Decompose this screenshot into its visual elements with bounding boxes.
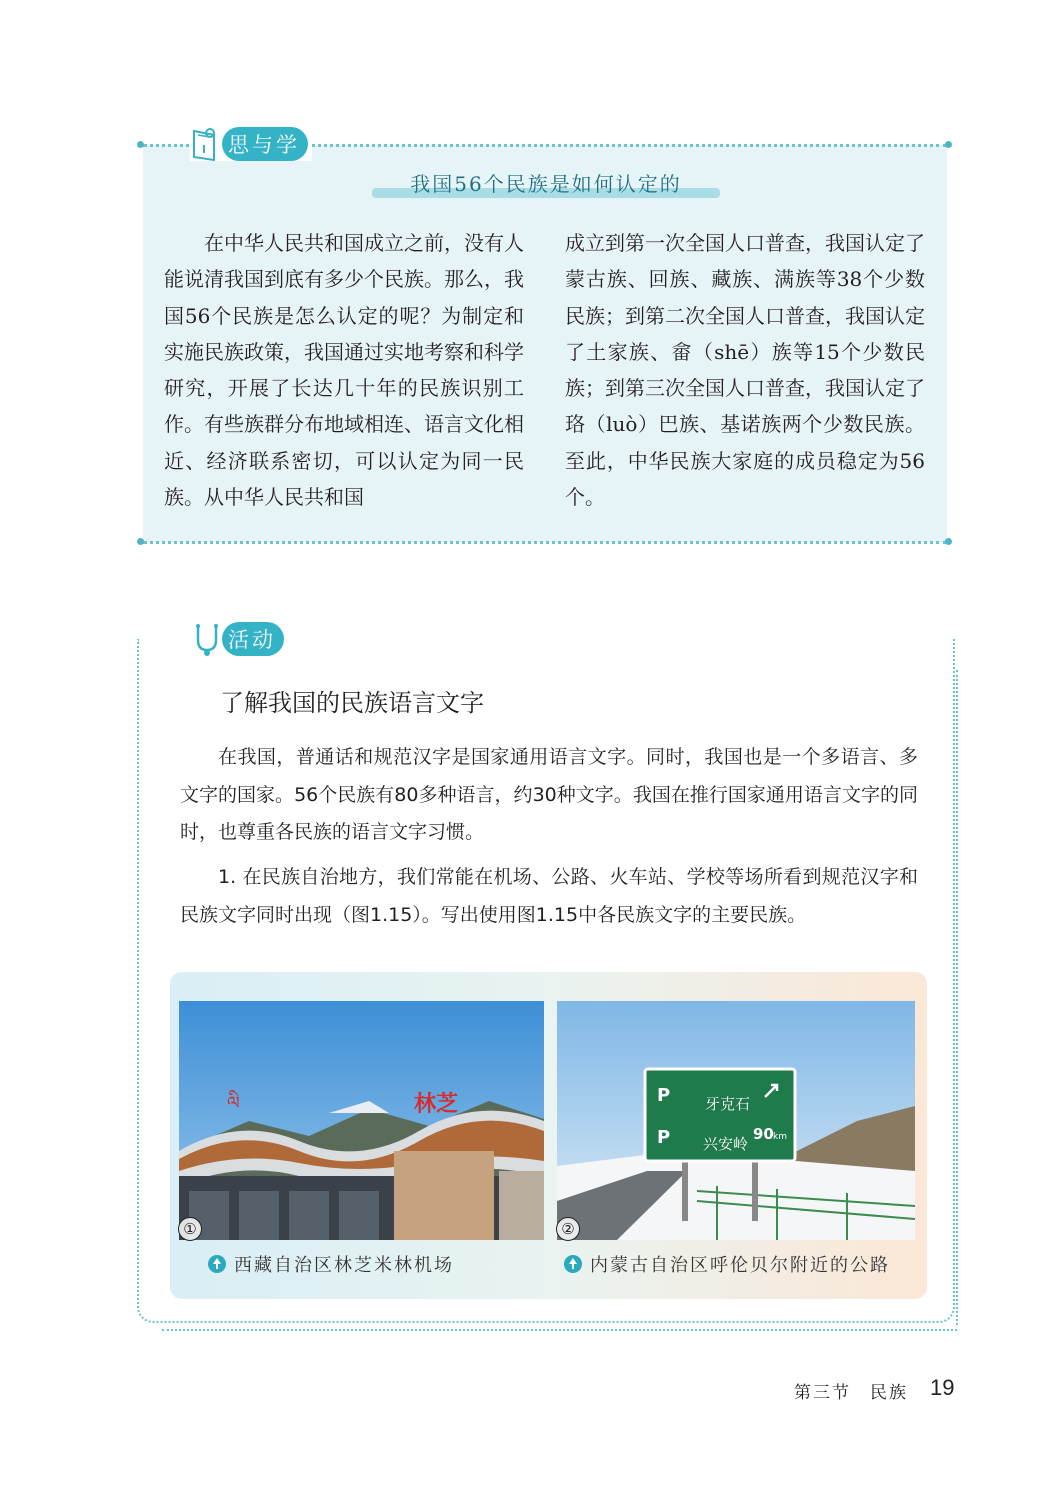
page-number: 19 — [930, 1375, 955, 1400]
activity-paragraph-1 — [180, 739, 918, 852]
figure-number-1: ① — [178, 1217, 202, 1241]
sign-parking-1: P — [657, 1085, 671, 1106]
think-learn-label: 思与学 — [222, 127, 308, 161]
section-footer: 第三节 民族 — [794, 1383, 908, 1403]
sign-unit: km — [773, 1132, 787, 1142]
activity-badge — [190, 622, 288, 656]
figure-number-2: ② — [556, 1217, 580, 1241]
border-dot — [137, 141, 144, 148]
airport-photo — [179, 1001, 544, 1240]
activity-label: 活动 — [222, 622, 284, 656]
activity-text-2: 1. 在民族自治地方，我们常能在机场、公路、火车站、学校等场所看到规范汉字和民族文字同时出现（图1.15）。写出使用图1.15中各民族文字的主要民族。 — [180, 866, 918, 926]
stethoscope-icon — [190, 622, 222, 656]
figure-caption-1 — [208, 1251, 454, 1277]
highway-photo — [557, 1001, 915, 1240]
think-subtitle: 我国56个民族是如何认定的 — [410, 172, 682, 196]
caption-text-1: 西藏自治区林芝米林机场 — [234, 1255, 454, 1276]
sign-destination-2: 兴安岭 — [703, 1135, 749, 1153]
border-dot — [945, 141, 952, 148]
caption-text-2: 内蒙古自治区呼伦贝尔附近的公路 — [590, 1255, 890, 1276]
figure-caption-2 — [564, 1251, 890, 1277]
activity-title: 了解我国的民族语言文字 — [220, 689, 484, 717]
airport-sign-text: 林芝 — [414, 1091, 459, 1117]
tibetan-script-sign: ལི — [227, 1093, 240, 1114]
activity-right-border — [956, 670, 958, 1325]
think-learn-badge — [190, 127, 312, 161]
sign-destination-1: 牙克石 — [705, 1095, 751, 1113]
think-text-left: 在中华人民共和国成立之前，没有人能说清我国到底有多少个民族。那么，我国56个民族是怎么认定的呢？为制定和实施民族政策，我国通过实地考察和科学研究，开展了长达几十年的民族识别工作。有些族群分布地域相连、语言文化相近、经济联系密切，可以认定为同一民族。从中华人民共和国 — [164, 231, 524, 510]
think-bottom-border — [143, 541, 947, 544]
arrow-up-icon — [564, 1255, 582, 1273]
border-dot — [137, 538, 144, 545]
sign-parking-2: P — [657, 1127, 671, 1148]
think-subtitle-block — [372, 168, 720, 200]
activity-paragraph-2 — [180, 859, 918, 934]
sign-distance: 90 — [753, 1125, 774, 1143]
arrow-up-icon — [208, 1255, 226, 1273]
activity-bottom-border — [162, 1329, 957, 1331]
think-column-right — [565, 225, 925, 515]
activity-text-1: 在我国，普通话和规范汉字是国家通用语言文字。同时，我国也是一个多语言、多文字的国家。56个民族有80多种语言，约30种文字。我国在推行国家通用语言文字的同时，也尊重各民族的语言文字习惯。 — [180, 746, 918, 843]
think-text-right: 成立到第一次全国人口普查，我国认定了蒙古族、回族、藏族、满族等38个少数民族；到第二次全国人口普查，我国认定了土家族、畲（shē）族等15个少数民族；到第三次全国人口普查，我国认定了珞（luò）巴族、基诺族两个少数民族。至此，中华民族大家庭的成员稳定为56个。 — [565, 231, 925, 510]
think-column-left — [164, 225, 524, 515]
lightbulb-book-icon — [190, 127, 222, 161]
border-dot — [945, 538, 952, 545]
